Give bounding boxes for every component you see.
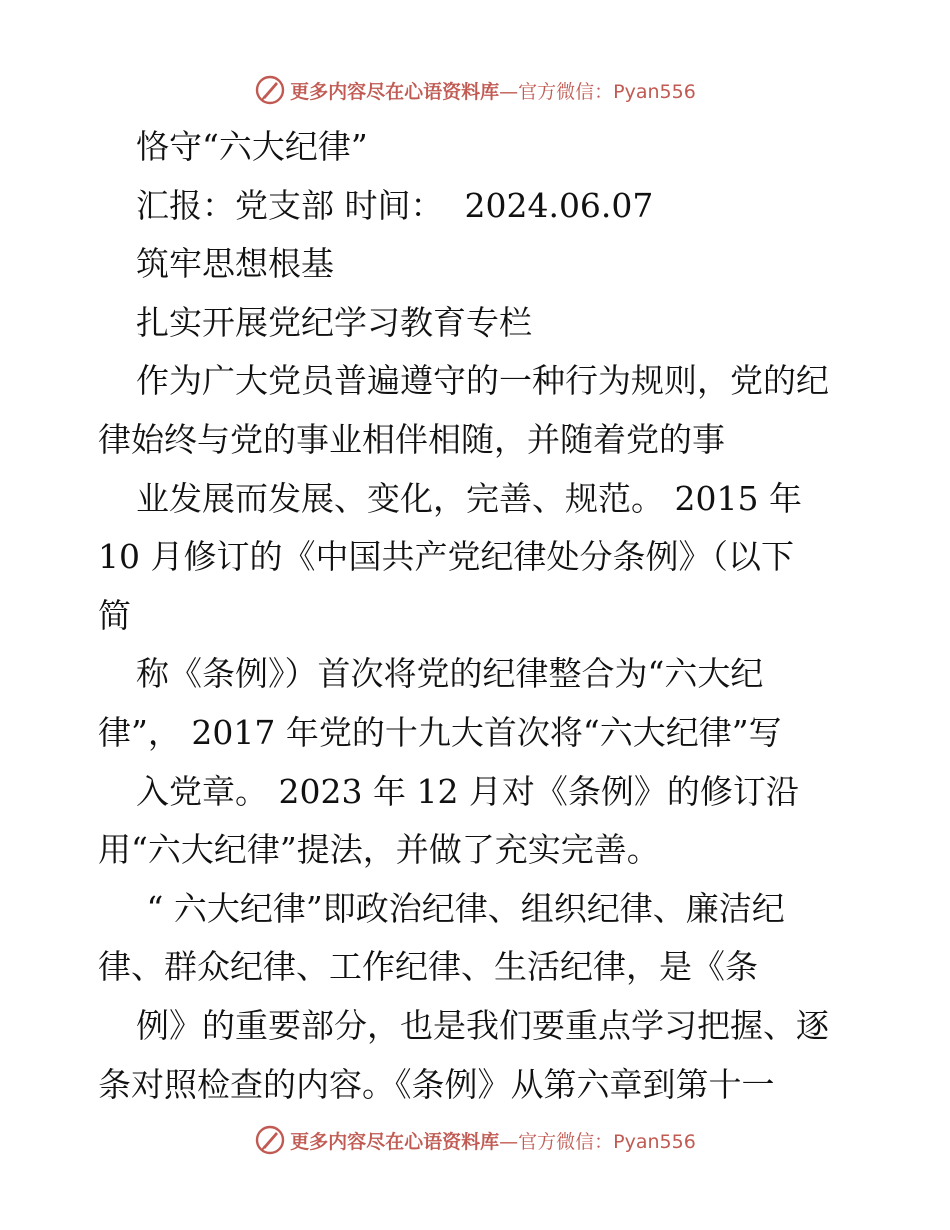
header-watermark [0,72,950,108]
paragraph-line: 条对照检查的内容。《条例》从第六章到第十一 [98,1064,775,1104]
paragraph-line: 用“六大纪律”提法，并做了充实完善。 [98,830,660,870]
watermark-contact-text: —官方微信：Pyan556 [499,1130,696,1153]
paragraph-line: 入党章。 2023 年 12 月对《条例》的修订沿 [136,771,799,811]
document-title: 恪守“六大纪律” [136,127,368,166]
paragraph-line: 例》的重要部分，也是我们要重点学习把握、逐 [136,1005,829,1045]
footer-watermark [0,1122,950,1158]
quill-logo-icon [254,74,286,106]
paragraph-line: 律、群众纪律、工作纪律、生活纪律，是《条 [98,947,758,987]
report-info-line: 汇报：党支部 时间： 2024.06.07 [136,185,654,225]
quill-logo-icon [254,1124,286,1156]
paragraph-line: 简 [98,595,131,635]
paragraph-line: 律始终与党的事业相伴相随，并随着党的事 [98,419,725,459]
watermark-brand-text: 更多内容尽在心语资料库 [290,80,500,103]
paragraph-line: 称《条例》）首次将党的纪律整合为“六大纪 [136,654,764,694]
watermark-brand-text: 更多内容尽在心语资料库 [290,1130,500,1153]
paragraph-line: 律”， 2017 年党的十九大首次将“六大纪律”写 [98,712,782,752]
paragraph-line: 10 月修订的《中国共产党纪律处分条例》（以下 [98,537,794,577]
column-title-line: 扎实开展党纪学习教育专栏 [136,302,532,342]
watermark-contact-text: —官方微信：Pyan556 [499,80,696,103]
subtitle-line: 筑牢思想根基 [136,244,334,284]
paragraph-line: 业发展而发展、变化，完善、规范。 2015 年 [136,478,802,518]
paragraph-line: “ 六大纪律”即政治纪律、组织纪律、廉洁纪 [136,888,785,928]
paragraph-line: 作为广大党员普遍遵守的一种行为规则，党的纪 [136,361,829,401]
document-body [98,118,858,1114]
